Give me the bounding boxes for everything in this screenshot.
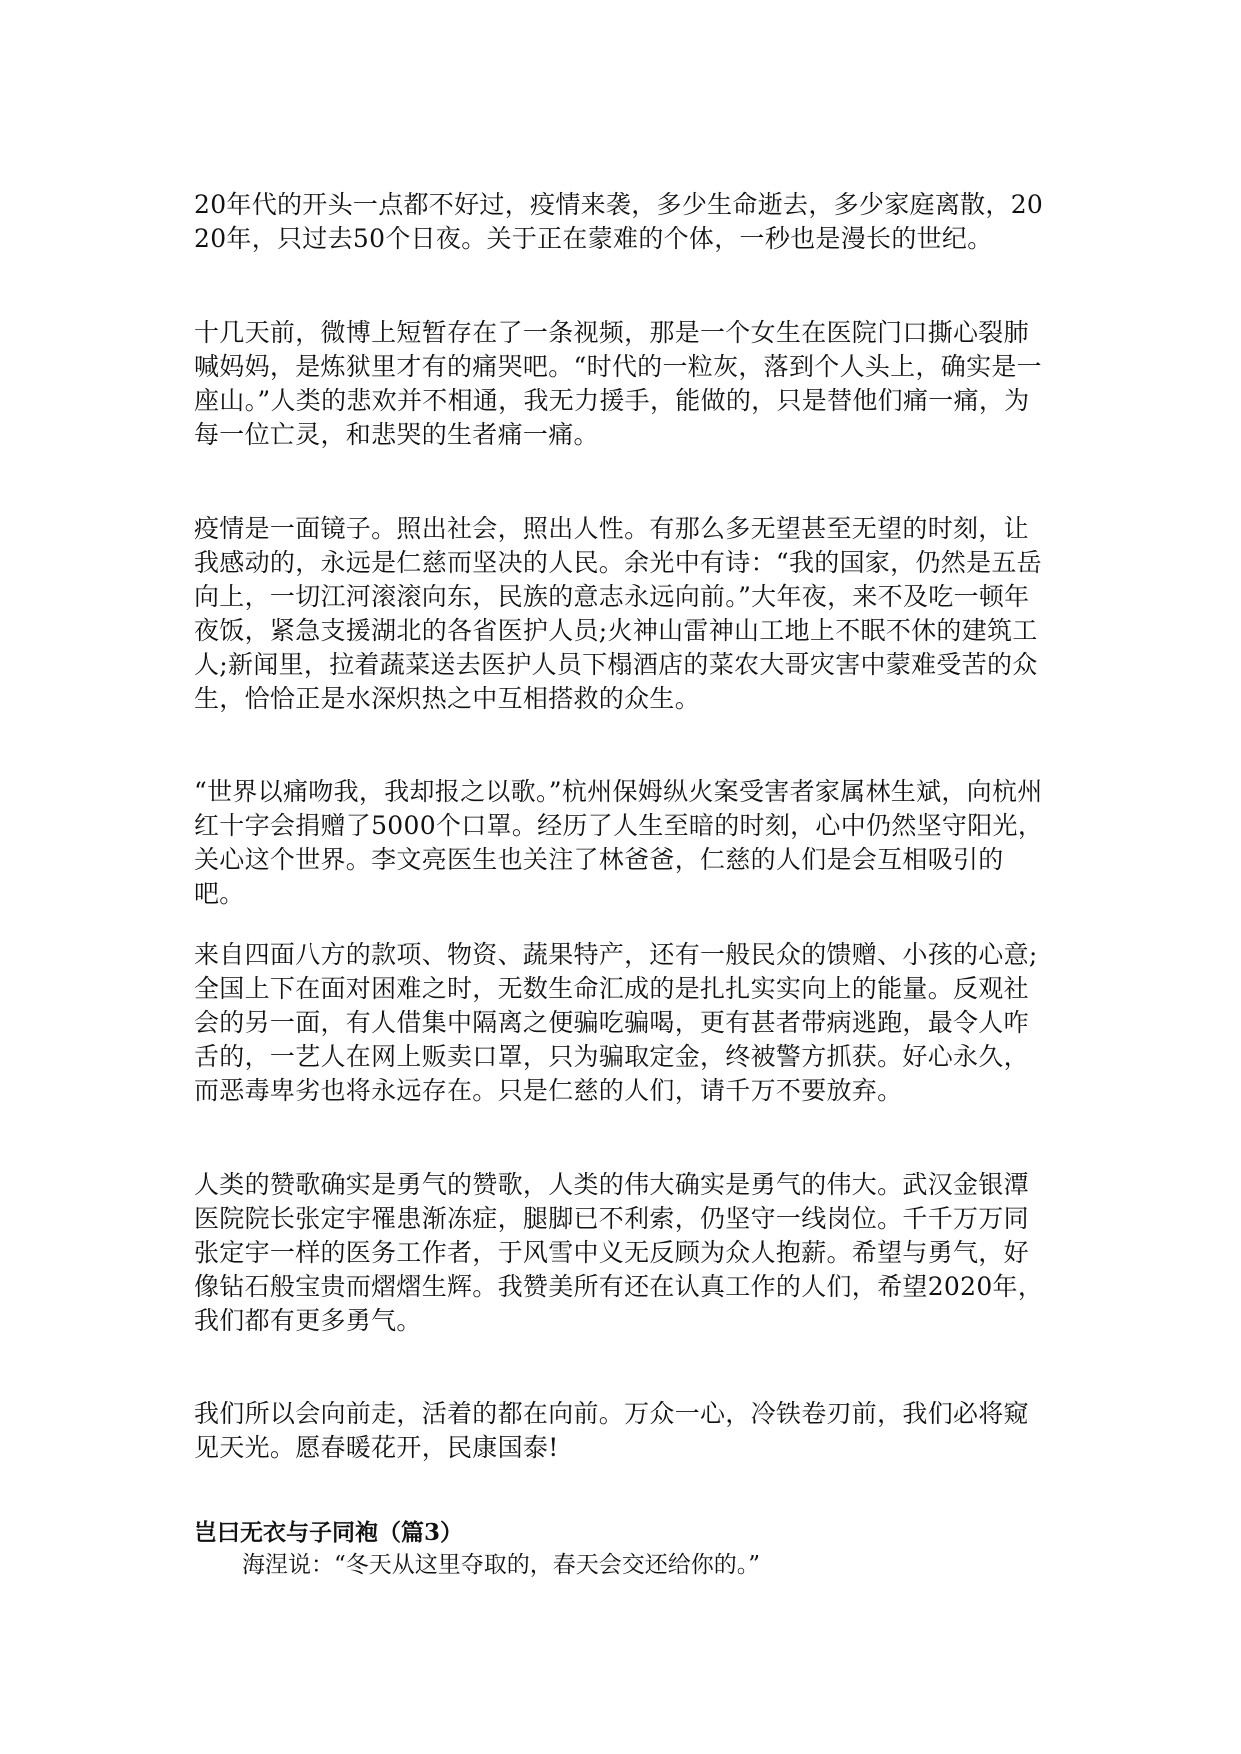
body-paragraph: 我们所以会向前走，活着的都在向前。万众一心，冷铁卷刃前，我们必将窥见天光。愿春暖花开，民康国泰! xyxy=(194,1399,1029,1462)
section-title: 岂曰无衣与子同袍（篇3） xyxy=(194,1519,464,1546)
body-paragraph: “世界以痛吻我，我却报之以歌。”杭州保姆纵火案受害者家属林生斌，向杭州红十字会捐赠了5000个口罩。经历了人生至暗的时刻，心中仍然坚守阳光，关心这个世界。李文亮医生也关注了林爸爸，仁慈的人们是会互相吸引的吧。 xyxy=(194,777,1044,908)
body-paragraph: 20年代的开头一点都不好过，疫情来袭，多少生命逝去，多少家庭离散，2020年，只过去50个日夜。关于正在蒙难的个体，一秒也是漫长的世纪。 xyxy=(194,190,1044,253)
body-paragraph: 疫情是一面镜子。照出社会，照出人性。有那么多无望甚至无望的时刻，让我感动的，永远是仁慈而坚决的人民。余光中有诗：“我的国家，仍然是五岳向上，一切江河滚滚向东，民族的意志永远向前。”大年夜，来不及吃一顿年夜饭，紧急支援湖北的各省医护人员;火神山雷神山工地上不眠不休的建筑工人;新闻里，拉着蔬菜送去医护人员下榻酒店的菜农大哥灾害中蒙难受苦的众生，恰恰正是水深炽热之中互相搭救的众生。 xyxy=(194,514,1042,713)
body-paragraph: 人类的赞歌确实是勇气的赞歌，人类的伟大确实是勇气的伟大。武汉金银潭医院院长张定宇罹患渐冻症，腿脚已不利索，仍坚守一线岗位。千千万万同张定宇一样的医务工作者，于风雪中义无反顾为众人抱薪。希望与勇气，好像钻石般宝贵而熠熠生辉。我赞美所有还在认真工作的人们，希望2020年，我们都有更多勇气。 xyxy=(194,1170,1044,1335)
body-paragraph: 十几天前，微博上短暂存在了一条视频，那是一个女生在医院门口撕心裂肺喊妈妈，是炼狱里才有的痛哭吧。“时代的一粒灰，落到个人头上，确实是一座山。”人类的悲欢并不相通，我无力援手，能做的，只是替他们痛一痛，为每一位亡灵，和悲哭的生者痛一痛。 xyxy=(194,318,1042,449)
opening-quote: 海涅说：“冬天从这里夺取的，春天会交还给你的。” xyxy=(242,1552,761,1578)
body-paragraph: 来自四面八方的款项、物资、蔬果特产，还有一般民众的馈赠、小孩的心意;全国上下在面对困难之时，无数生命汇成的是扎扎实实向上的能量。反观社会的另一面，有人借集中隔离之便骗吃骗喝，更有甚者带病逃跑，最令人咋舌的，一艺人在网上贩卖口罩，只为骗取定金，终被警方抓获。好心永久，而恶毒卑劣也将永远存在。只是仁慈的人们，请千万不要放弃。 xyxy=(194,940,1038,1105)
